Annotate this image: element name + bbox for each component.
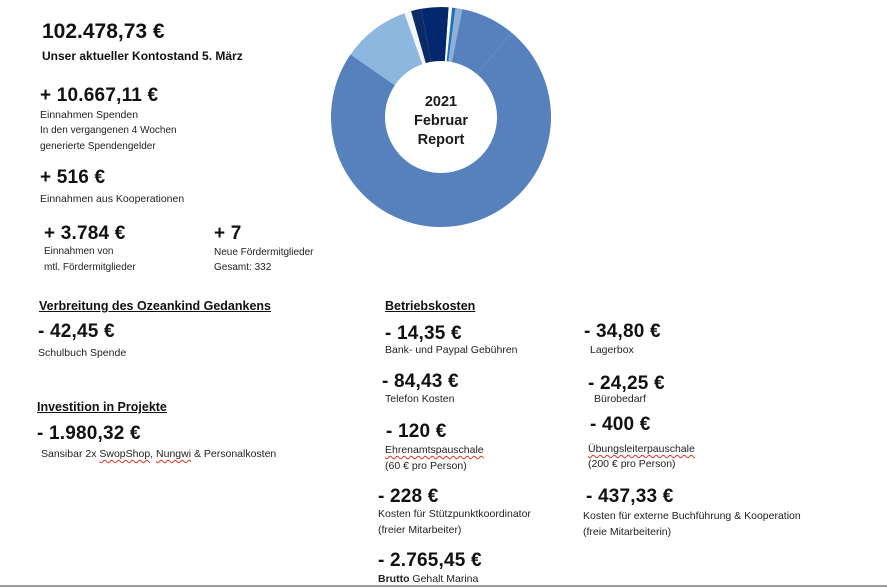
new-members-label2: Gesamt: 332 [214,262,272,273]
lager-amount: - 34,80 € [584,321,661,342]
stuetz-amount: - 228 € [378,486,439,507]
balance-label: Unser aktueller Kontostand 5. März [42,49,243,63]
members-income-label1: Einnahmen von [44,246,114,257]
invest-section-title: Investition in Projekte [37,400,167,414]
donations-sub2: generierte Spendengelder [40,141,156,152]
invest-label: Sansibar 2x SwopShop, Nungwi & Personalkosten [41,448,277,460]
members-income-label2: mtl. Fördermitglieder [44,262,136,273]
balance-amount: 102.478,73 € [42,20,165,43]
telefon-amount: - 84,43 € [382,371,459,392]
buchf-label: Kosten für externe Buchführung & Kooperation [583,510,801,522]
bank-amount: - 14,35 € [385,323,462,344]
stuetz-sub: (freier Mitarbeiter) [378,524,462,536]
new-members-amount: + 7 [214,223,242,244]
spread-amount: - 42,45 € [38,321,115,342]
buero-label: Bürobedarf [594,393,646,405]
ops-section-title: Betriebskosten [385,299,476,313]
report-label [386,93,496,150]
spread-label: Schulbuch Spende [38,347,127,359]
brutto-amount: - 2.765,45 € [378,550,482,571]
bank-label: Bank- und Paypal Gebühren [385,344,518,356]
invest-amount: - 1.980,32 € [37,423,141,444]
buero-amount: - 24,25 € [588,373,665,394]
donations-amount: + 10.667,11 € [40,85,159,106]
stuetz-label: Kosten für Stützpunktkoordinator [378,508,531,520]
uebung-label: Übungsleiterpauschale [588,443,695,455]
buchf-sub: (freie Mitarbeiterin) [583,526,672,538]
new-members-label1: Neue Fördermitglieder [214,247,314,258]
lager-label: Lagerbox [590,344,634,356]
report-month: Februar [414,113,468,129]
ehrenamt-sub: (60 € pro Person) [385,460,467,472]
donations-label: Einnahmen Spenden [40,109,139,121]
report-title: Report [417,132,465,148]
coop-label: Einnahmen aus Kooperationen [40,193,185,205]
coop-amount: + 516 € [40,167,106,188]
uebung-amount: - 400 € [590,414,651,435]
uebung-sub: (200 € pro Person) [588,458,676,470]
report-year: 2021 [424,94,458,110]
members-income-amount: + 3.784 € [44,223,126,244]
ehrenamt-amount: - 120 € [386,421,447,442]
brutto-label: Brutto Gehalt Marina [378,573,479,585]
spread-section-title: Verbreitung des Ozeankind Gedankens [39,299,272,313]
ehrenamt-label: Ehrenamtspauschale [385,444,484,456]
buchf-amount: - 437,33 € [586,486,674,507]
donations-sub1: In den vergangenen 4 Wochen [40,125,177,136]
telefon-label: Telefon Kosten [385,393,455,405]
